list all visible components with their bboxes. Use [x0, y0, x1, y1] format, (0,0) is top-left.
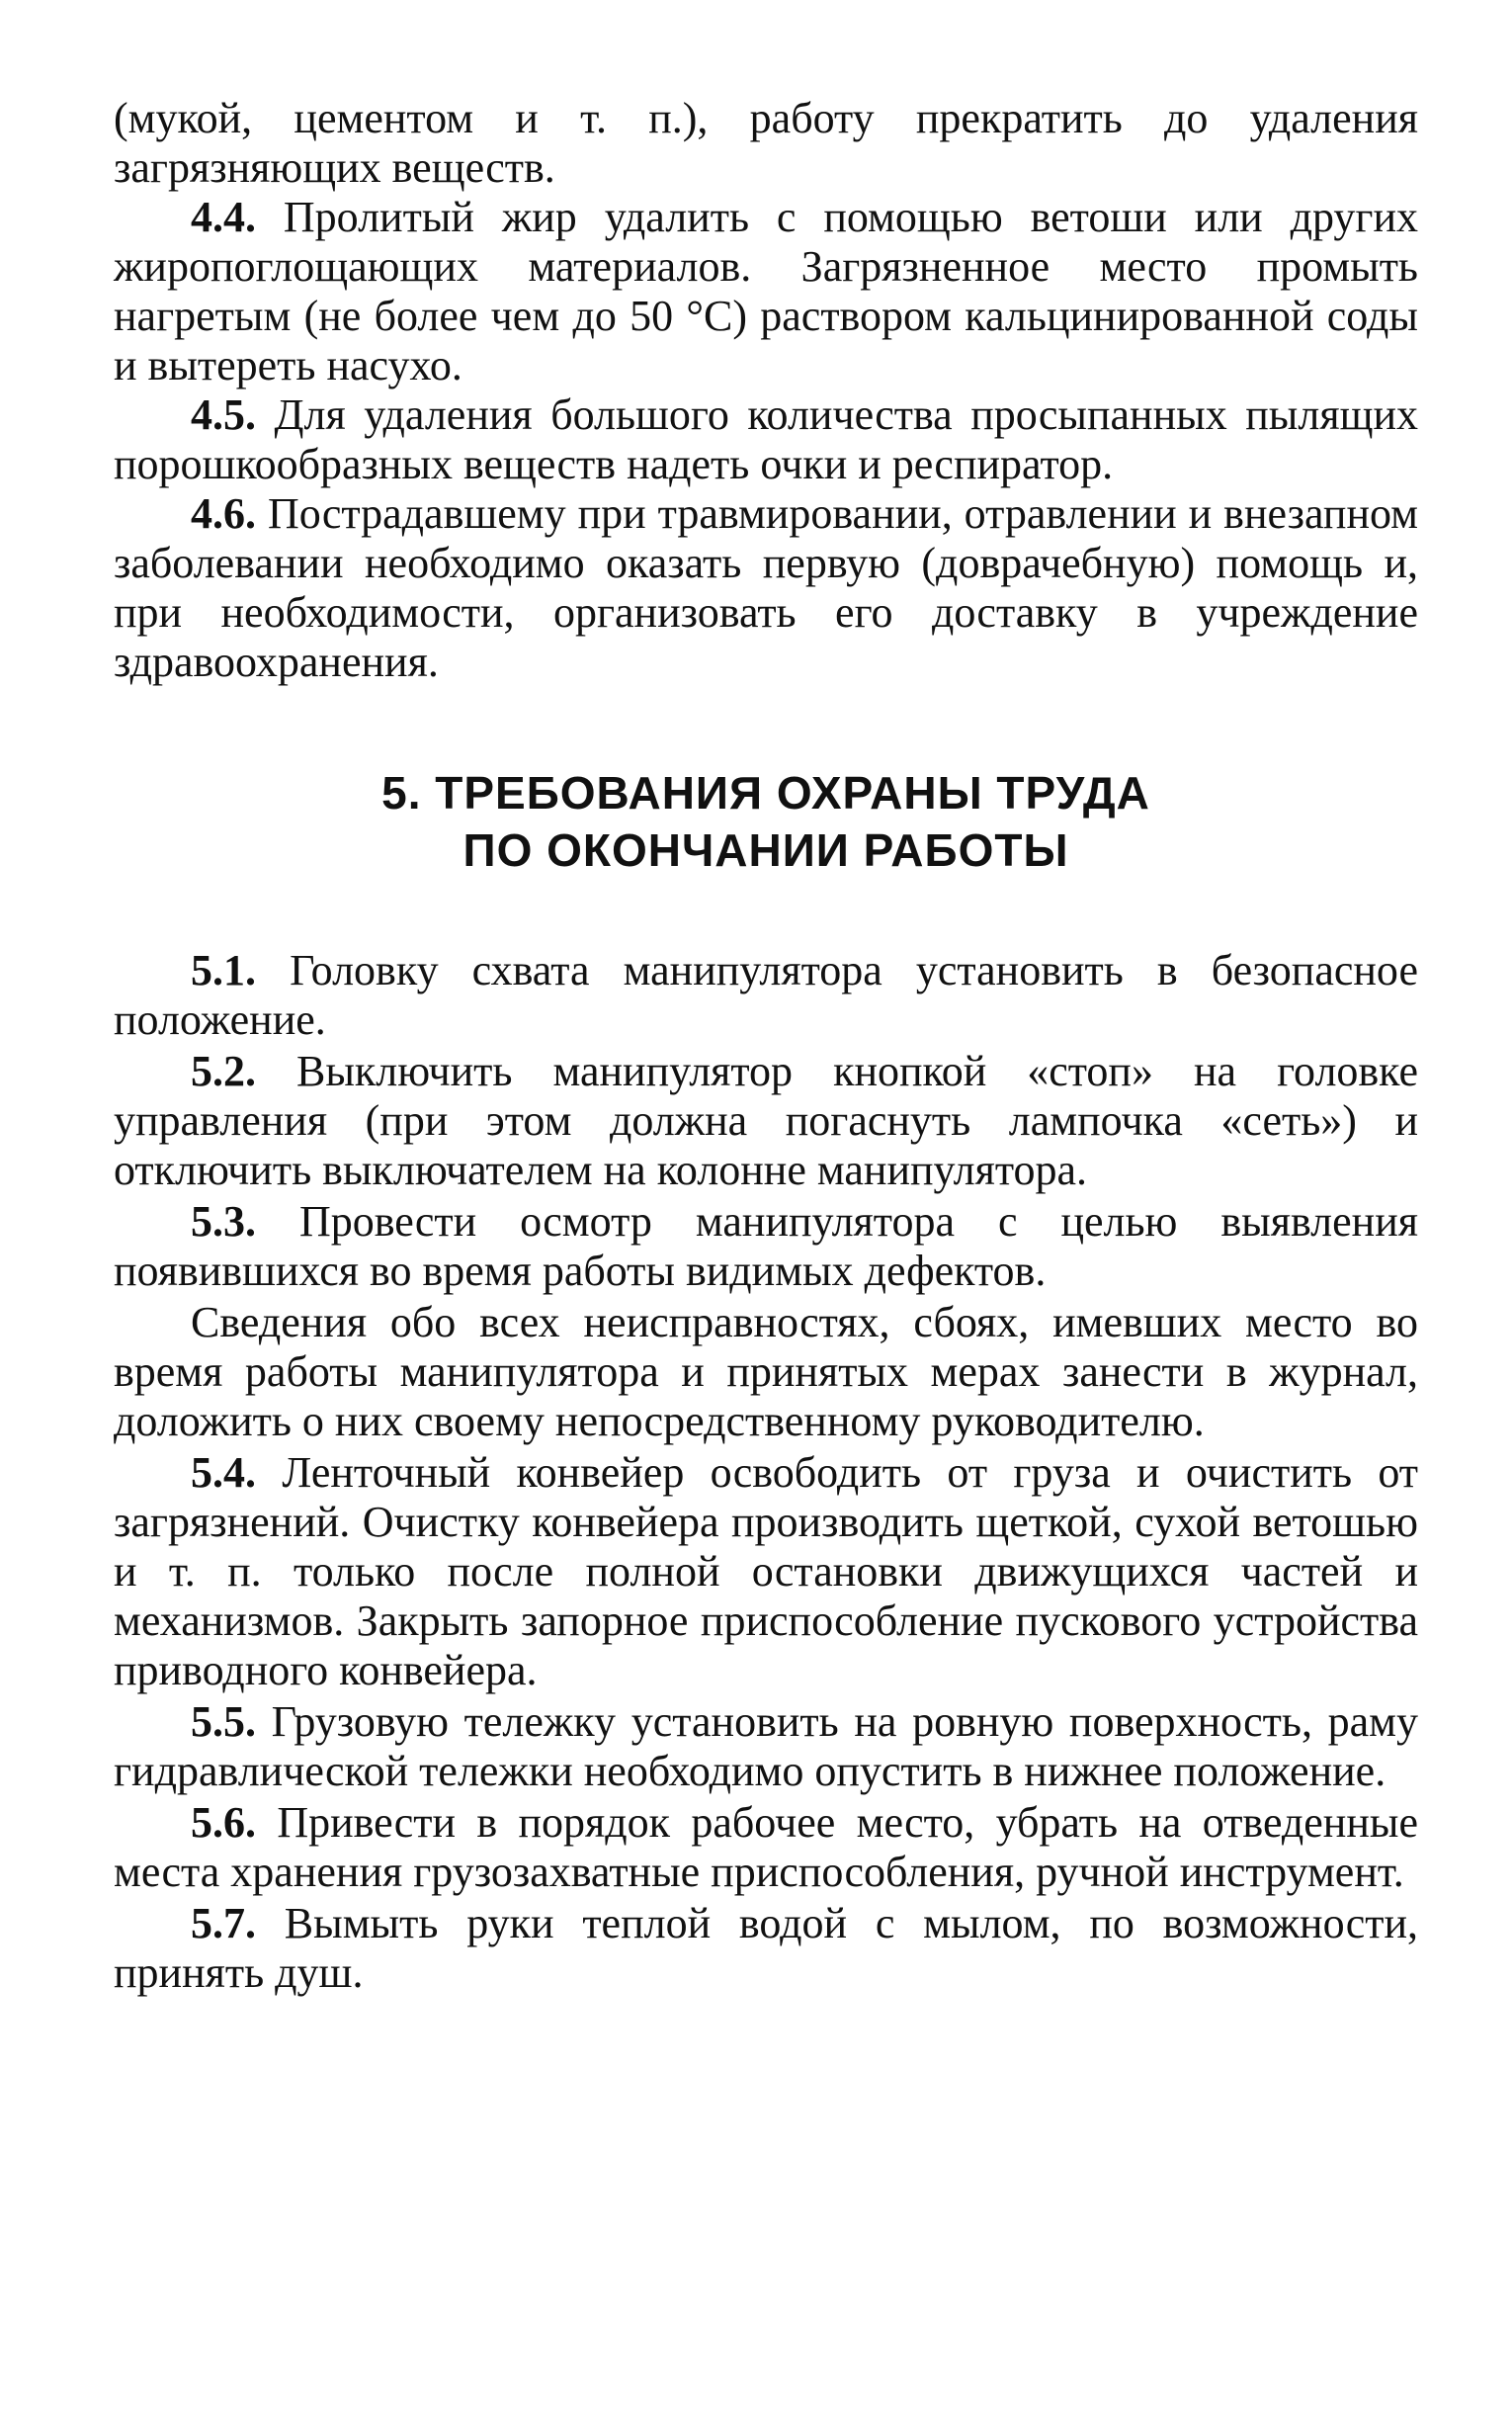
- heading-line-1: 5. ТРЕБОВАНИЯ ОХРАНЫ ТРУДА: [381, 767, 1150, 819]
- clause-number: 4.6.: [191, 489, 256, 538]
- clause-5-1: [114, 946, 1418, 1045]
- clause-text: Вымыть руки теплой водой с мылом, по возможности, принять душ.: [114, 1899, 1418, 1997]
- clause-text: Головку схвата манипулятора установить в безопасное положение.: [114, 946, 1418, 1044]
- clause-number: 4.4.: [191, 193, 256, 241]
- clause-5-5: [114, 1697, 1418, 1796]
- clause-5-3: [114, 1197, 1418, 1296]
- document-page: [114, 94, 1418, 2000]
- clause-text: Пролитый жир удалить с помощью ветоши или других жиропоглощающих материалов. Загрязненное место промыть нагретым (не более чем до 50 °С) раствором кальцинированной соды и вытереть насухо.: [114, 193, 1418, 389]
- clause-number: 5.5.: [191, 1697, 256, 1746]
- clause-text: Привести в порядок рабочее место, убрать на отведенные места хранения грузозахватные приспособления, ручной инструмент.: [114, 1798, 1418, 1896]
- clause-5-4: [114, 1448, 1418, 1695]
- clause-text: Выключить манипулятор кнопкой «стоп» на головке управления (при этом должна погаснуть лампочка «сеть») и отключить выключателем на колонне манипулятора.: [114, 1047, 1418, 1194]
- clause-number: 5.3.: [191, 1197, 256, 1246]
- clause-5-3-note: [114, 1298, 1418, 1446]
- clause-4-6: [114, 489, 1418, 687]
- clause-text: Сведения обо всех неисправностях, сбоях, имевших место во время работы манипулятора и принятых мерах занести в журнал, доложить о них своему непосредственному руководителю.: [114, 1298, 1418, 1445]
- clause-4-5: [114, 390, 1418, 489]
- section-5-items: [114, 946, 1418, 1998]
- clause-number: 5.2.: [191, 1047, 256, 1095]
- section-4-items: [114, 193, 1418, 687]
- clause-5-6: [114, 1798, 1418, 1897]
- clause-number: 5.4.: [191, 1448, 256, 1497]
- section-5-heading: [114, 764, 1418, 879]
- clause-text: Для удаления большого количества просыпанных пылящих порошкообразных веществ надеть очки и респиратор.: [114, 390, 1418, 488]
- clause-text: Провести осмотр манипулятора с целью выявления появившихся во время работы видимых дефектов.: [114, 1197, 1418, 1295]
- clause-5-7: [114, 1899, 1418, 1998]
- clause-5-2: [114, 1047, 1418, 1195]
- clause-text: Ленточный конвейер освободить от груза и очистить от загрязнений. Очистку конвейера производить щеткой, сухой ветошью и т. п. только после полной остановки движущихся частей и механизмов. Закрыть запорное приспособление пускового устройства приводного конвейера.: [114, 1448, 1419, 1694]
- continuation-paragraph: (мукой, цементом и т. п.), работу прекратить до удаления загрязняющих веществ.: [114, 94, 1418, 192]
- clause-number: 5.7.: [191, 1899, 256, 1947]
- clause-text: Грузовую тележку установить на ровную поверхность, раму гидравлической тележки необходимо опустить в нижнее положение.: [114, 1697, 1418, 1795]
- clause-text: Пострадавшему при травмировании, отравлении и внезапном заболевании необходимо оказать первую (доврачебную) помощь и, при необходимости, организовать его доставку в учреждение здравоохранения.: [114, 489, 1418, 686]
- clause-number: 5.1.: [191, 946, 256, 994]
- clause-number: 5.6.: [191, 1798, 256, 1847]
- clause-number: 4.5.: [191, 390, 256, 439]
- heading-line-2: ПО ОКОНЧАНИИ РАБОТЫ: [462, 824, 1069, 876]
- clause-4-4: [114, 193, 1418, 390]
